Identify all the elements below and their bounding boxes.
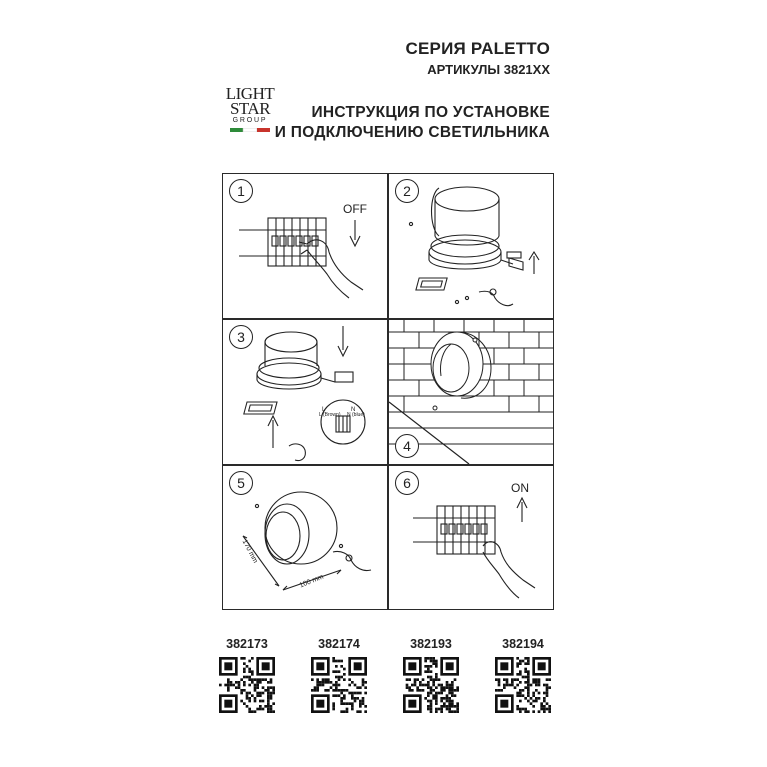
wire-label-brown: L (Brown) bbox=[319, 412, 341, 418]
instruction-title-line1: ИНСТРУКЦИЯ ПО УСТАНОВКЕ bbox=[311, 104, 550, 121]
dim-width-label: 100 mm bbox=[298, 573, 325, 590]
logo-line1: LIGHT bbox=[225, 84, 275, 103]
article-code-item bbox=[402, 637, 460, 713]
step-5-panel bbox=[223, 466, 387, 609]
logo-line3: GROUP bbox=[232, 117, 268, 124]
step-number-4: 4 bbox=[395, 434, 419, 458]
step-number-6: 6 bbox=[395, 471, 419, 495]
italian-flag-icon bbox=[230, 128, 270, 132]
article-code: 382194 bbox=[502, 637, 544, 651]
on-label: ON bbox=[511, 481, 529, 495]
step-2-panel bbox=[389, 174, 554, 318]
qr-code-icon[interactable] bbox=[495, 657, 551, 713]
article-code: 382174 bbox=[318, 637, 360, 651]
article-code: 382173 bbox=[226, 637, 268, 651]
instruction-steps-grid bbox=[222, 173, 554, 610]
off-label: OFF bbox=[343, 202, 367, 216]
article-code-item bbox=[310, 637, 368, 713]
svg-text:L: L bbox=[322, 407, 326, 413]
step-number-5: 5 bbox=[229, 471, 253, 495]
step-4-panel bbox=[389, 320, 554, 464]
step-3-panel bbox=[223, 320, 387, 464]
articles-subtitle: АРТИКУЛЫ 3821XX bbox=[427, 62, 550, 77]
step-1-panel bbox=[223, 174, 387, 318]
step-number-3: 3 bbox=[229, 325, 253, 349]
qr-code-icon[interactable] bbox=[219, 657, 275, 713]
article-code: 382193 bbox=[410, 637, 452, 651]
instruction-title-line2: И ПОДКЛЮЧЕНИЮ СВЕТИЛЬНИКА bbox=[274, 124, 550, 141]
logo-line2: STAR bbox=[229, 99, 271, 118]
series-title: СЕРИЯ PALETTO bbox=[405, 39, 550, 58]
step-6-panel bbox=[389, 466, 554, 609]
wire-label-blue: N (blue) bbox=[347, 412, 365, 418]
article-code-item bbox=[494, 637, 552, 713]
step-number-2: 2 bbox=[395, 179, 419, 203]
svg-text:N: N bbox=[351, 407, 356, 413]
step-number-1: 1 bbox=[229, 179, 253, 203]
dim-height-label: 170 mm bbox=[240, 538, 259, 565]
article-code-item bbox=[218, 637, 276, 713]
qr-code-icon[interactable] bbox=[403, 657, 459, 713]
lightstar-logo bbox=[222, 86, 278, 150]
qr-code-icon[interactable] bbox=[311, 657, 367, 713]
